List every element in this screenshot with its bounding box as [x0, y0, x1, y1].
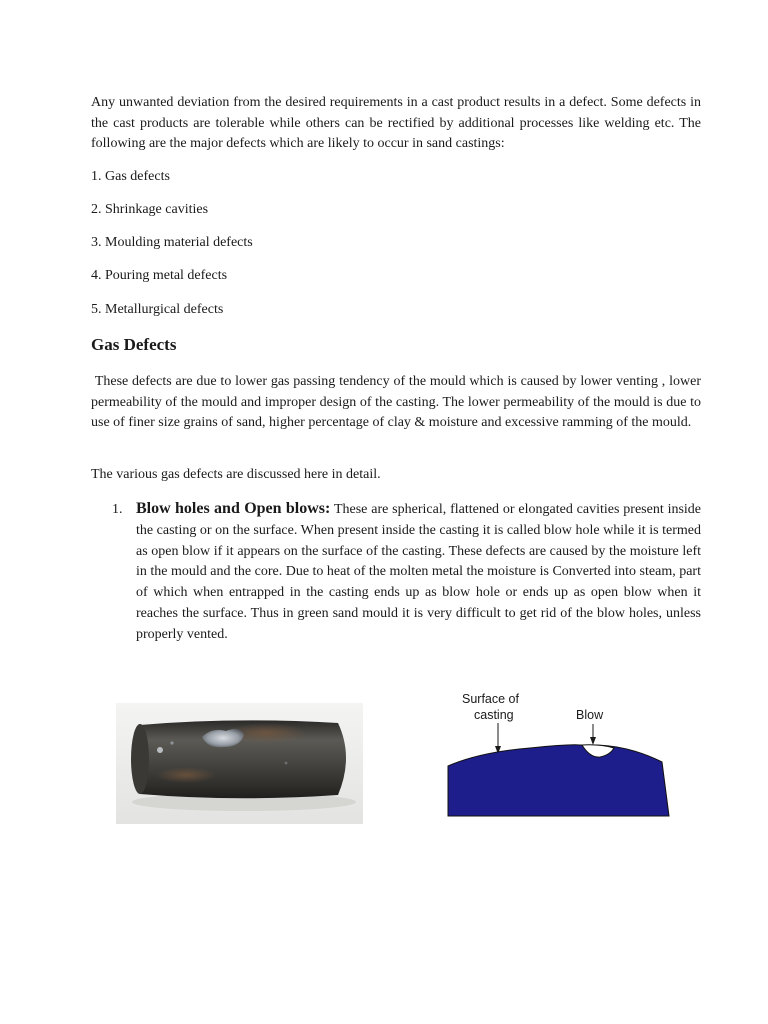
casting-photo [116, 703, 363, 824]
list-item-shrinkage-cavities: 2. Shrinkage cavities [91, 202, 209, 217]
casting-body [448, 745, 669, 816]
blow-holes-paragraph [136, 499, 701, 646]
list-item-pouring-metal-defects: 4. Pouring metal defects [91, 268, 228, 283]
blow-label: Blow [576, 708, 604, 722]
blow-arrow-head [590, 737, 596, 745]
gas-defects-intro-line: The various gas defects are discussed here in detail. [91, 467, 381, 482]
list-item-moulding-material-defects: 3. Moulding material defects [91, 235, 253, 250]
blow-holes-title: Blow holes and Open blows: [136, 500, 331, 517]
list-item-gas-defects: 1. Gas defects [91, 169, 170, 184]
list-item-metallurgical-defects: 5. Metallurgical defects [91, 302, 224, 317]
list-number: 1. [112, 502, 123, 517]
gas-defects-paragraph: These defects are due to lower gas passing tendency of the mould which is caused by lower venting , lower permeability of the mould and improper design of the casting. The lower permeability of the mould is due to use of finer size grains of sand, higher percentage of clay & moisture and excessive ramming of the mould. [91, 374, 705, 430]
surface-label-line1: Surface of [462, 692, 519, 706]
surface-label-line2: casting [474, 708, 514, 722]
intro-paragraph: Any unwanted deviation from the desired requirements in a cast product results in a defect. Some defects in the cast products are tolerable while others can be rectified by additional processes like welding etc. The following are the major defects which are likely to occur in sand castings: [91, 95, 701, 151]
blow-defect-diagram [440, 688, 675, 820]
gas-defects-heading: Gas Defects [91, 335, 177, 354]
blow-holes-description: These are spherical, flattened or elongated cavities present inside the casting or on the surface. When present inside the casting it is called blow hole while it is termed as open blow if it appears on the surface of the casting. These defects are caused by the moisture left in the mould and the core. Due to heat of the molten metal the moisture is Converted into steam, part of which when entrapped in the casting ends up as blow hole or ends up as open blow when it reaches the surface. Thus in green sand mould it is very difficult to get rid of the blow holes, unless properly vented. [136, 502, 702, 642]
